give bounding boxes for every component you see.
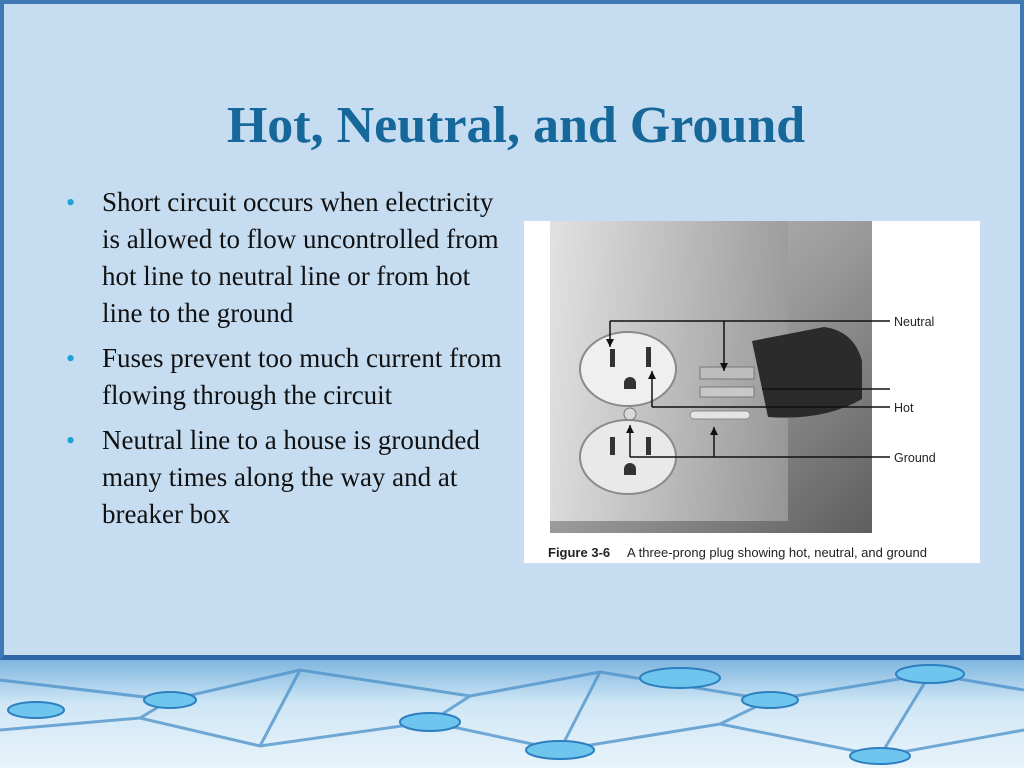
bullet-item — [66, 422, 506, 533]
slide-title: Hot, Neutral, and Ground — [226, 97, 806, 154]
bullet-icon: • — [66, 344, 76, 373]
neutral-callout: Neutral — [894, 315, 935, 329]
figure-caption — [548, 545, 927, 560]
outlet-photo — [524, 221, 980, 563]
bullet-icon: • — [66, 188, 76, 217]
outlet-figure — [524, 221, 980, 563]
hot-callout: Hot — [894, 401, 914, 415]
network-pattern-graphic — [0, 660, 1024, 768]
decorative-footer — [0, 660, 1024, 768]
bullet-item — [66, 184, 506, 332]
ground-callout: Ground — [894, 451, 936, 465]
figure-number: Figure 3-6 — [548, 545, 611, 560]
bullet-text: Short circuit occurs when electricity is allowed to flow uncontrolled from hot line to neutral line or from hot line to the ground — [102, 187, 499, 328]
bullet-icon: • — [66, 426, 76, 455]
bullet-list — [66, 184, 506, 541]
bullet-text: Fuses prevent too much current from flowing through the circuit — [102, 343, 502, 410]
bullet-text: Neutral line to a house is grounded many times along the way and at breaker box — [102, 425, 480, 529]
bullet-item — [66, 340, 506, 414]
figure-caption-text: A three-prong plug showing hot, neutral, and ground — [627, 545, 927, 560]
